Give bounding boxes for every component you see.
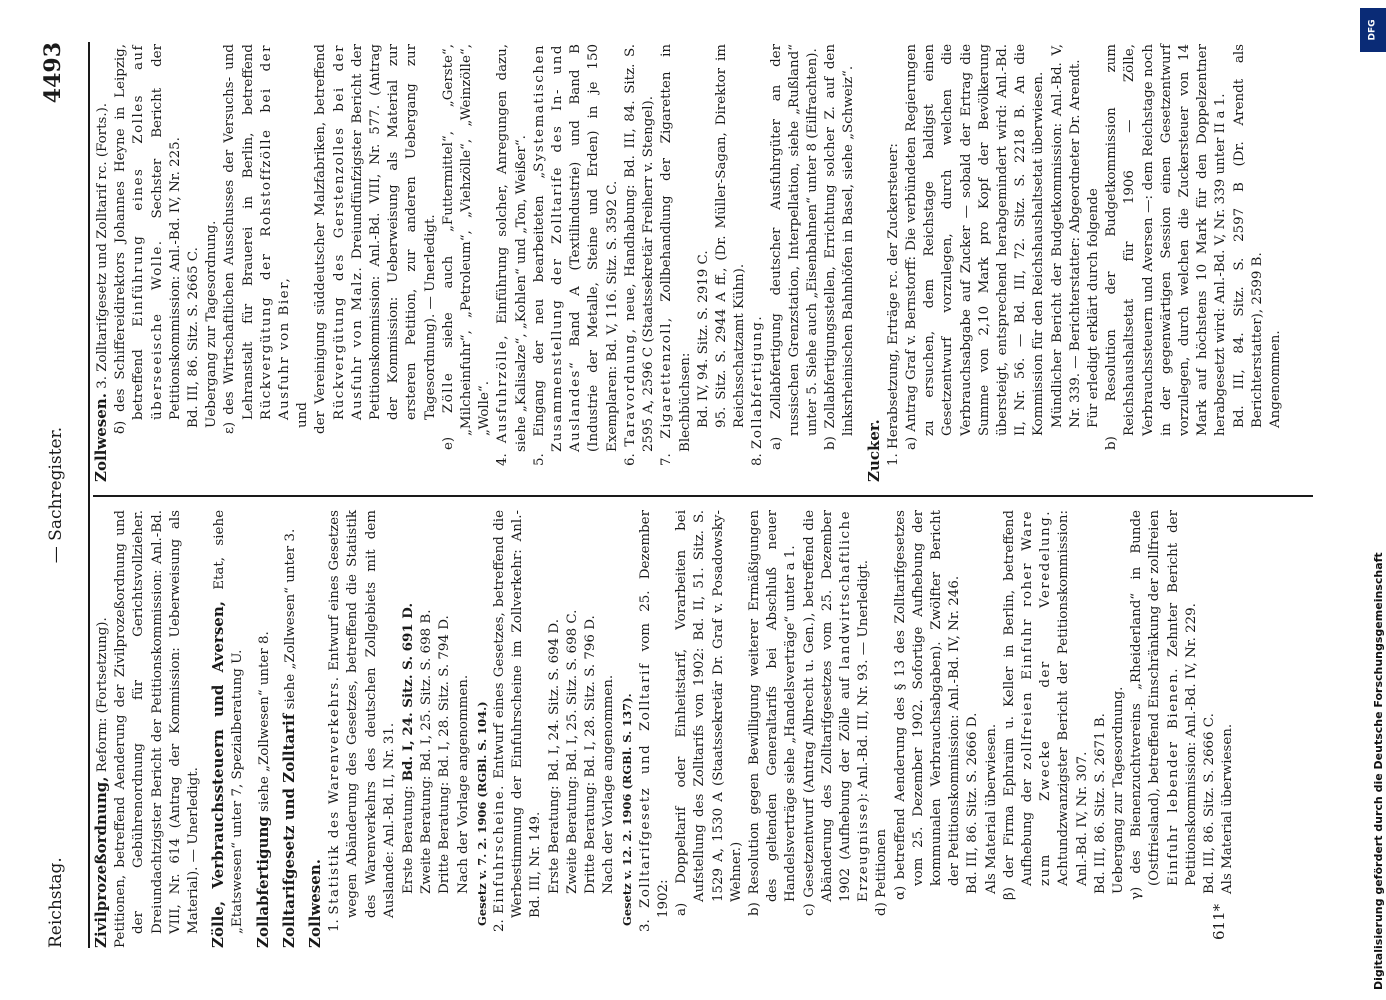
left-column-entry: Zölle, Verbrauchssteuern und Aversen, Etat, siehe „Etatswesen“ unter 7, Spezialberatung U.: [209, 510, 246, 948]
left-column-entry: a) Doppeltarif oder Einheitstarif, Vorarbeiten bei Aufstellung des Zolltarifs von 1902: Bd. II, 51. Sitz. S. 1529 A, 1530 A (Staatssekretär Dr. Graf v. Posadowsky-Wehner.): [674, 510, 744, 916]
right-column-entry: δ) des Schiffereidirektors Johannes Heyne in Leipzig, betreffend Einführung eines Zolles auf überseeische Wolle. Sechster Bericht der Petitionskommission: Anl.-Bd. IV, Nr. 225.: [113, 43, 183, 434]
left-column-entry: 3. Zolltarifgesetz und Zolltarif vom 25. Dezember 1902:: [637, 510, 671, 932]
left-column-entry: c) Gesetzentwurf (Antrag Albrecht u. Gen.), betreffend die Abänderung des Zolltarifgesetzes vom 25. Dezember 1902 (Aufhebung der Zölle auf landwirtschaftliche Erzeugnisse): Anl.-Bd. III, Nr. 93. — Unerledigt.: [801, 510, 872, 916]
left-column-entry: Bd. III, 86. Sitz. S. 2666 D. Als Material überwiesen.: [965, 712, 999, 894]
left-column-entry: Erste Beratung: Bd. I, 24. Sitz. S. 694 D. Zweite Beratung: Bd. I, 25. Sitz. S. 698 C. Dritte Beratung: Bd. I, 28. Sitz. S. 796 D. Nach der Vorlage angenommen.: [546, 609, 617, 894]
right-column-entry: 1. Herabsetzung, Erträge rc. der Zuckersteuer:: [885, 143, 901, 466]
left-column-entry: Bd. III, 86. Sitz. S. 2671 B. Uebergang zur Tagesordnung.: [1092, 686, 1126, 894]
left-column-entry: α) betreffend Aenderung des § 13 des Zolltarifgesetzes vom 25. Dezember 1902. Sofortige Aufhebung der kommunalen Verbrauchsabgaben). Zwölfter Bericht der Petitionskommission: Anl.-Bd. IV, Nr. 246.: [892, 510, 963, 900]
right-column-entry: Mündlicher Bericht der Budgetkommission: Anl.-Bd. V, Nr. 339. — Berichterstatter: Abgeordneter Dr. Arendt. Für erledigt erklärt durch folgende: [1049, 44, 1101, 428]
left-column-entry: Petitionen, betreffend Aenderung der Zivilprozeßordnung und der Gebührenordnung für Gerichtsvollzieher. Dreiundachtzigster Bericht der Petitionskommission: Anl.-Bd. VIII, Nr. 614 (Antrag der Kommission: Ueberweisung als Material). — Unerledigt.: [113, 510, 202, 948]
header-rule: [88, 42, 90, 948]
right-column: [92, 44, 1285, 482]
left-column-entry: β) der Firma Ephraim u. Keller in Berlin, betreffend Aufhebung der zollfreien Einfuhr roher Ware zum Zwecke der Veredelung. Achtundzwanzigster Bericht der Petitionskommission: Anl.-Bd. IV, Nr. 307.: [1001, 510, 1090, 900]
right-column-entry: Bd. III, 84. Sitz. S. 2597 B (Dr. Arendt als Berichterstatter), 2599 B. Angenommen.: [1231, 44, 1283, 428]
left-column-entry: Zollwesen.: [306, 859, 325, 948]
left-column-entry: Zollabfertigung siehe „Zollwesen“ unter 8.: [253, 631, 272, 948]
right-column-entry: 7. Zigarettenzoll, Zollbehandlung der Zigaretten in Blechbüchsen:: [659, 44, 693, 466]
left-column-entry: γ) des Bienenzuchtvereins „Rheiderland“ in Bunde (Ostfriesland), betreffend Einschränkung der zollfreien Einfuhr lebender Bienen. Zehnter Bericht der Petitionskommission: Anl.-Bd. IV, Nr. 229.: [1129, 510, 1199, 900]
dfg-logo-text: DFG: [1367, 19, 1378, 41]
right-column-entry: a) Antrag Graf v. Bernstorff: Die verbündeten Regierungen zu ersuchen, dem Reichstage baldigst einen Gesetzentwurf vorzulegen, durch welchen die Verbrauchsabgabe auf Zucker — sobald der Ertrag die Summe von 2,10 Mark pro Kopf der Bevölkerung übersteigt, entsprechend herabgemindert wird: Anl.-Bd. II, Nr. 56. — Bd. III, 72. Sitz. S. 2218 B. An die Kommission für den Reichshaushaltsetat überwiesen.: [903, 44, 1047, 450]
left-column-entry: Gesetz v. 12. 2. 1906 (RGBl. S. 137).: [620, 693, 635, 926]
right-column-entry: der Vereinigung süddeutscher Malzfabriken, betreffend Rückvergütung des Gerstenzolles bei der Ausfuhr von Malz. Dreiundfünfzigster Bericht der Petitionskommission: Anl.-Bd. VIII, Nr. 577. (Antrag der Kommission: Ueberweisung als Material zur ersteren Petition, zur anderen Uebergang zur Tagesordnung). — Unerledigt.: [313, 44, 438, 434]
right-column-entry: 8. Zollabfertigung.: [750, 314, 766, 466]
right-column-entry: Bd. IV, 94. Sitz. S. 2919 C. 95. Sitz. S. 2944 A ff., (Dr. Müller-Sagan, Direktor im Reichsschatzamt Kühn).: [695, 44, 748, 428]
right-column-entry: b) Resolution der Budgetkommission zum Reichshaushaltsetat für 1906 — Zölle, Verbrauchssteuern und Aversen —: dem Reichstage noch in der gegenwärtigen Session einen Gesetzentwurf vorzulegen, durch welchen die Zuckersteuer von 14 Mark auf höchstens 10 Mark für den Doppelzentner herabgesetzt wird: Anl.-Bd. V, Nr. 339 unter II a 1.: [1104, 44, 1229, 450]
right-column-entry: 5. Eingang der neu bearbeiteten „Systematischen Zusammenstellung der Zolltarife des In- und Auslandes“ Band A (Textilindustrie) und Band B (Industrie der Metalle, Steine und Erden) in je 150 Exemplaren: Bd. V, 116. Sitz. S. 3592 C.: [531, 44, 620, 466]
left-column-entry: Zivilprozeßordnung, Reform: (Fortsetzung).: [92, 617, 110, 948]
left-column-entry: Erste Beratung: Bd. I, 24. Sitz. S. 691 D. Zweite Beratung: Bd. I, 25. Sitz. S. 698 B. Dritte Beratung: Bd. I, 28. Sitz. S. 794 D. Nach der Vorlage angenommen.: [400, 602, 471, 894]
digitization-credit: Digitalisierung gefördert durch die Deutsche Forschungsgemeinschaft: [1372, 552, 1385, 990]
left-column-entry: Gesetz v. 7. 2. 1906 (RGBl. S. 104.): [474, 701, 489, 926]
page-header: [40, 42, 80, 948]
dfg-logo: [1360, 8, 1386, 52]
left-column-entry: Bd. III, 86. Sitz. S. 2666 C. Als Material überwiesen.: [1201, 713, 1236, 894]
left-column-entry: Zolltarifgesetz und Zolltarif siehe „Zollwesen“ unter 3.: [279, 528, 298, 948]
right-column-entry: ε) des Wirtschaftlichen Ausschusses der Versuchs- und Lehranstalt für Brauerei in Berlin, betreffend Rückvergütung der Rohstoffzölle bei der Ausfuhr von Bier,: [222, 44, 293, 434]
footer-mark: 611*: [1210, 903, 1228, 940]
right-column-entry: 4. Ausfuhrzölle, Einführung solcher, Anregungen dazu, siehe „Kalisalze“, „Kohlen“ und „Ton, Weißer“.: [495, 44, 529, 466]
right-column-entry: a) Zollabfertigung deutscher Ausfuhrgüter an der russischen Grenzstation, Interpellation, siehe „Rußland“ unter 5. Siehe auch „Eisenbahnen“ unter 8 (Eilfrachten).: [768, 44, 820, 450]
right-column-entry: und: [295, 402, 311, 428]
right-column-entry: e) Zölle siehe auch „Futtermittel“, „Gerste“, „Milcheinfuhr“, „Petroleum“, „Viehzölle“, „Weinzölle“, „Wolle“.: [440, 43, 493, 450]
header-left: Reichstag.: [46, 857, 66, 948]
right-column-entry: Zollwesen. 3. Zolltarifgesetz und Zolltarif rc. (Forts.).: [92, 102, 110, 482]
left-column: [92, 510, 1237, 948]
right-column-entry: Zucker.: [864, 419, 883, 482]
column-divider: [93, 496, 1313, 498]
left-column-entry: b) Resolution gegen Bewilligung weiterer Ermäßigungen des geltenden Generaltarifs bei Abschluß neuer Handelsverträge siehe „Handelsverträge“ unter a 1.: [746, 510, 799, 916]
header-center: — Sachregister.: [46, 426, 66, 564]
right-column-entry: 6. Taravordnung, neue, Handhabung: Bd. III, 84. Sitz. S. 2595 A, 2596 C (Staatssekretär Freiherr v. Stengel).: [622, 44, 657, 466]
left-column-entry: d) Petitionen: [874, 829, 890, 916]
page-number: 4493: [40, 42, 66, 104]
left-column-entry: 2. Einfuhrscheine. Entwurf eines Gesetzes, betreffend die Werbestimmung der Einfuhrscheine im Zollverkehr: Anl.-Bd. III, Nr. 149.: [492, 510, 544, 932]
right-column-entry: Bd. III, 86. Sitz. S. 2665 C. Uebergang zur Tagesordnung.: [186, 220, 220, 428]
left-column-entry: 1. Statistik des Warenverkehrs. Entwurf eines Gesetzes wegen Abänderung des Gesetzes, betreffend die Statistik des Warenverkehrs des deutschen Zollgebiets mit dem Auslande: Anl.-Bd. II, Nr. 31.: [327, 510, 397, 932]
right-column-entry: b) Zollabfertigungsstellen, Errichtung solcher Z. auf den linksrheinischen Bahnhöfen in Basel, siehe „Schweiz“.: [823, 44, 857, 450]
